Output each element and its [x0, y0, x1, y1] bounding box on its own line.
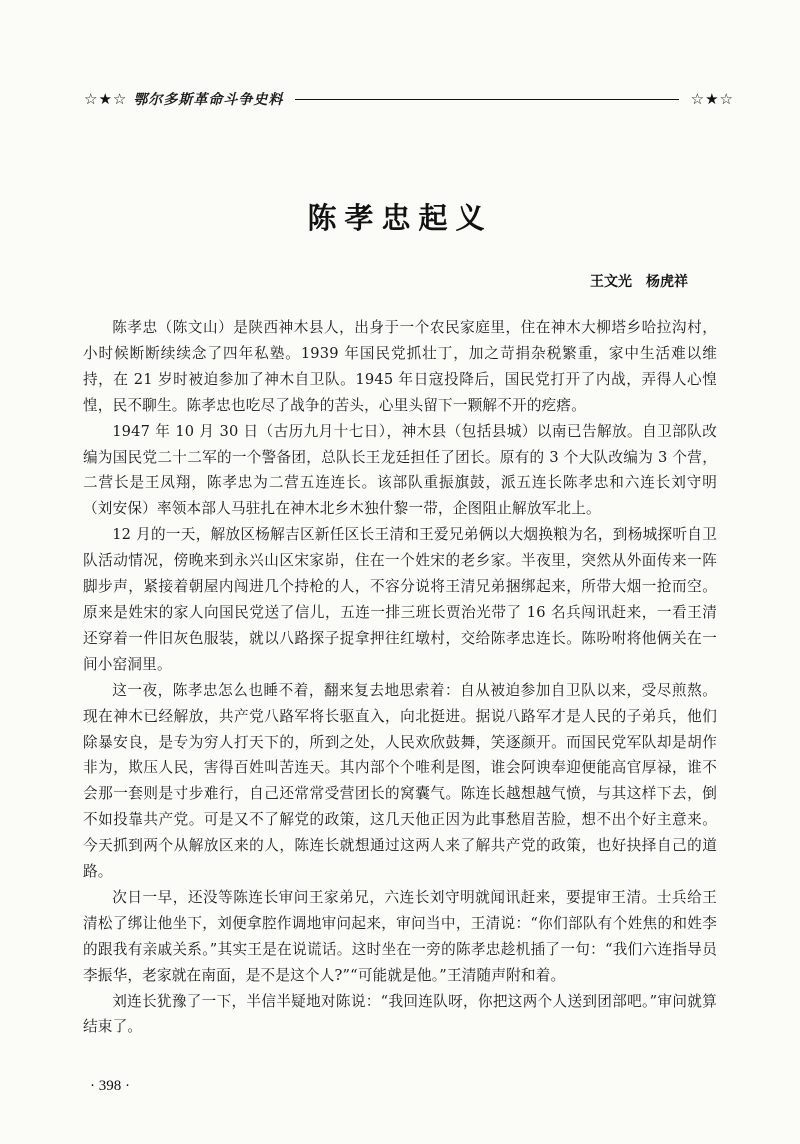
article-title: 陈孝忠起义	[307, 201, 493, 235]
body-paragraph: 次日一早，还没等陈连长审问王家弟兄，六连长刘守明就闻讯赶来，要提审王清。士兵给王清松了绑让他坐下，刘便拿腔作调地审问起来，审问当中，王清说：“你们部队有个姓焦的和姓李的跟我有亲戚关系。”其实王是在说谎话。这时坐在一旁的陈孝忠趁机插了一句：“我们六连指导员李振华，老家就在南面，是不是这个人?”“可能就是他。”王清随声附和着。	[83, 888, 717, 984]
body-paragraph: 陈孝忠（陈文山）是陕西神木县人，出身于一个农民家庭里，住在神木大柳塔乡哈拉沟村，小时候断断续续念了四年私塾。1939 年国民党抓壮丁，加之苛捐杂税繁重，家中生活难以维持，在 21 岁时被迫参加了神木自卫队。1945 年日寇投降后，国民党打开了内战，弄得人心惶惶，民不聊生。陈孝忠也吃尽了战争的苦头，心里头留下一颗解不开的疙瘩。	[83, 319, 717, 414]
body-paragraph: 1947 年 10 月 30 日（古历九月十七日），神木县（包括县城）以南已告解放。自卫部队改编为国民党二十二军的一个警备团，总队长王龙廷担任了团长。原有的 3 个大队改编为 3 个营，二营长是王凤翔，陈孝忠为二营五连连长。该部队重振旗鼓，派五连长陈孝忠和六连长刘守明（刘安保）率领本部人马驻扎在神木北乡木独什黎一带，企图阻止解放军北上。	[83, 422, 717, 518]
body-paragraph: 12 月的一天，解放区杨解吉区新任区长王清和王爱兄弟俩以大烟换粮为名，到杨城探听自卫队活动情况，傍晚来到永兴山区宋家峁，住在一个姓宋的老乡家。半夜里，突然从外面传来一阵脚步声，紧接着朝屋内闯进几个持枪的人，不容分说将王清兄弟捆绑起来，所带大烟一抢而空。原来是姓宋的家人向国民党送了信儿，五连一排三班长贾治光带了 16 名兵闯讯赶来，一看王清还穿着一件旧灰色服装，就以八路探子捉拿押往红墩村，交给陈孝忠连长。陈吩咐将他俩关在一间小窑洞里。	[83, 526, 717, 673]
header-title: 鄂尔多斯革命斗争史料	[133, 92, 284, 108]
article-body	[83, 315, 717, 1040]
body-paragraph: 这一夜，陈孝忠怎么也睡不着，翻来复去地思索着：自从被迫参加自卫队以来，受尽煎熬。现在神木已经解放，共产党八路军将长驱直入，向北挺进。据说八路军才是人民的子弟兵，他们除暴安良，是专为穷人打天下的，所到之处，人民欢欣鼓舞，笑逐颜开。而国民党军队却是胡作非为，欺压人民，害得百姓叫苦连天。其内部个个唯利是图，谁会阿谀奉迎便能高官厚禄，谁不会那一套则是寸步难行，自己还常常受营团长的窝囊气。陈连长越想越气愤，与其这样下去，倒不如投靠共产党。可是又不了解党的政策，这几天他正因为此事愁眉苦脸，想不出个好主意来。今天抓到两个从解放区来的人，陈连长就想通过这两人来了解共产党的政策，也好抉择自己的道路。	[83, 681, 717, 881]
header-stars-left: ☆★☆	[84, 90, 128, 108]
page-number: · 398 ·	[90, 1078, 130, 1094]
author-name: 王文光	[590, 274, 632, 290]
author-name: 杨虎祥	[646, 274, 688, 290]
running-header	[84, 88, 734, 110]
header-stars-right: ☆★☆	[690, 90, 734, 108]
body-paragraph: 刘连长犹豫了一下，半信半疑地对陈说：“我回连队呀，你把这两个人送到团部吧。”审问就算结束了。	[83, 992, 717, 1036]
article-authors	[590, 271, 688, 291]
header-rule	[295, 99, 678, 100]
